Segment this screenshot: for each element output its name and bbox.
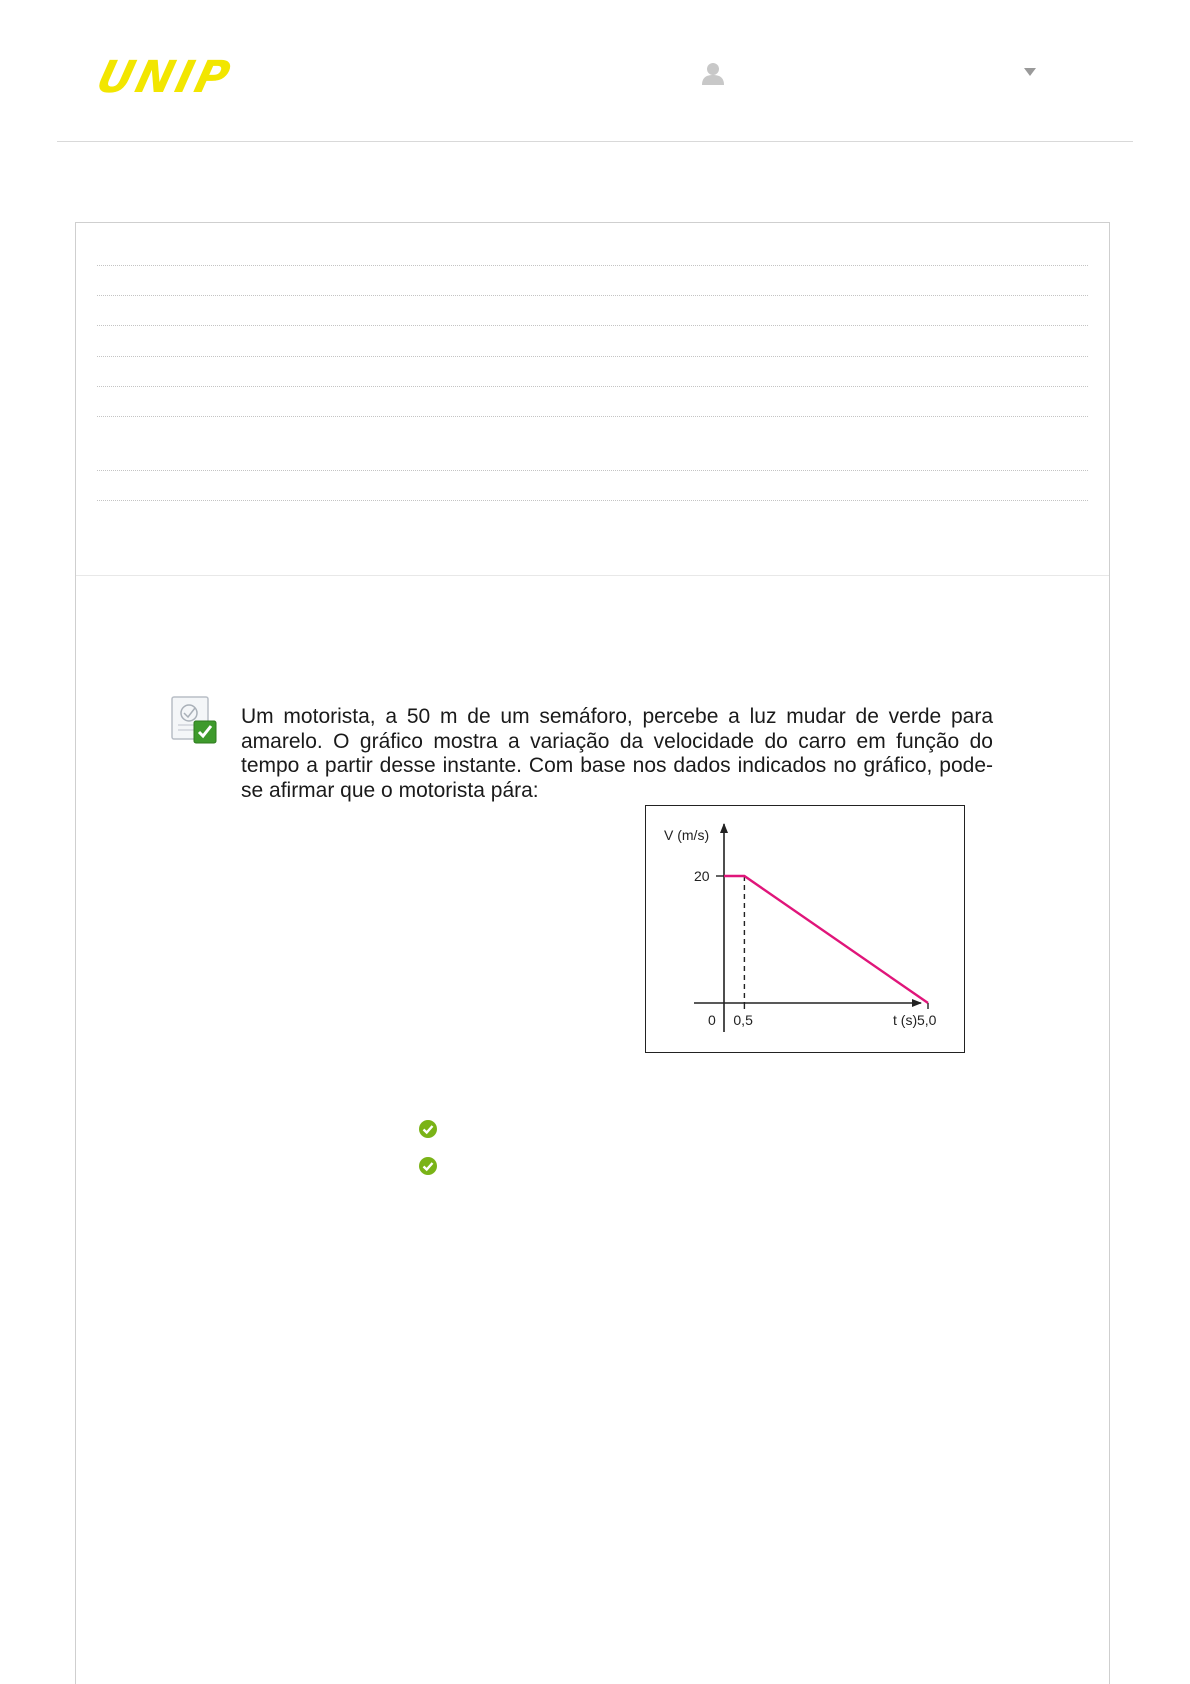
x-axis-label: t (s): [893, 1012, 918, 1028]
header: [0, 0, 1190, 142]
info-row: [97, 295, 1088, 296]
y-axis-label: V (m/s): [664, 827, 710, 843]
info-row: [97, 265, 1088, 266]
info-row: [97, 386, 1088, 387]
y-tick-label: 20: [694, 868, 710, 884]
velocity-graph: [645, 805, 965, 1053]
assignment-check-icon: [170, 695, 218, 745]
caret-down-icon[interactable]: [1024, 67, 1036, 77]
user-icon[interactable]: [702, 62, 724, 86]
check-circle-icon: [418, 1119, 438, 1139]
unip-logo[interactable]: UNIP: [91, 52, 238, 103]
info-row: [97, 356, 1088, 357]
check-circle-icon: [418, 1156, 438, 1176]
velocity-series-line: [724, 876, 928, 1003]
header-divider: [57, 141, 1133, 142]
info-row: [97, 470, 1088, 471]
info-row: [97, 500, 1088, 501]
info-row: [97, 416, 1088, 417]
info-box: [76, 223, 1109, 576]
velocity-time-chart: [646, 806, 966, 1054]
info-row: [97, 325, 1088, 326]
question-text: Um motorista, a 50 m de um semáforo, percebe a luz mudar de verde para amarelo. O gráfico mostra a variação da velocidade do carro em função do tempo a partir desse instante. Com base nos dados indicados no gráfico, pode-se afirmar que o motorista pára:: [241, 705, 993, 802]
origin-label: 0: [708, 1012, 716, 1028]
x-tick-label: 0,5: [733, 1012, 753, 1028]
x-tick-label: 5,0: [917, 1012, 937, 1028]
